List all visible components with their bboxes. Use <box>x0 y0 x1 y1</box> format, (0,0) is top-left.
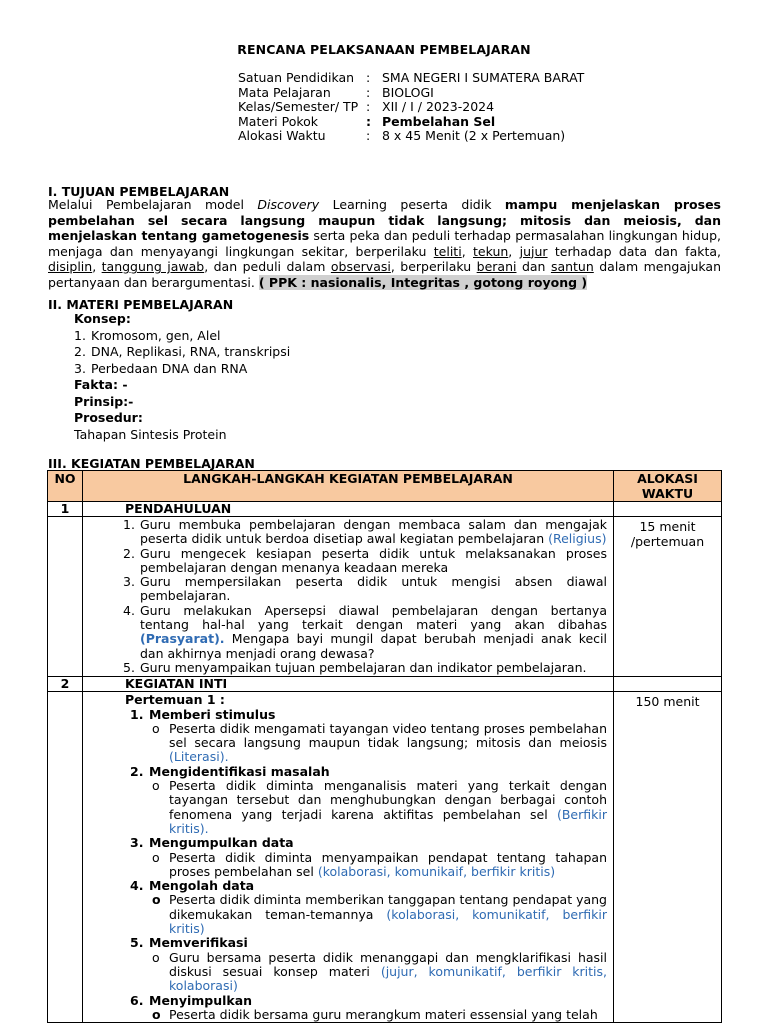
step-number: 6. <box>130 992 144 1008</box>
text-run: Guru bersama peserta didik menanggapi dan mengklarifikasi hasil diskusi sesuai konsep materi <box>169 949 607 979</box>
step-label: Mengolah data <box>149 878 255 894</box>
character-tag: (Prasyarat). <box>140 631 225 647</box>
list-text <box>169 893 607 936</box>
list-text <box>140 604 607 661</box>
identity-value: 8 x 45 Menit (2 x Pertemuan) <box>382 128 566 143</box>
list-number: 2. <box>74 344 86 359</box>
kegiatan-table <box>47 470 722 1023</box>
konsep-label: Konsep: <box>74 311 131 326</box>
list-text <box>169 779 607 836</box>
identity-row <box>238 86 618 101</box>
text-run: Discovery <box>257 197 320 212</box>
list-number: 1. <box>123 517 135 532</box>
text-run: Peserta didik diminta memberikan tanggapan tentang pendapat yang dikemukakan teman-temannya <box>169 892 607 922</box>
identity-table <box>238 71 618 144</box>
text-run: Mengapa bayi mungil dapat berubah menjadi anak kecil dan akhirnya menjadi orang dewasa? <box>140 631 607 661</box>
identity-colon: : <box>366 113 371 129</box>
character-tag: (jujur, komunikatif, berfikir kritis, kolaborasi) <box>169 963 608 994</box>
list-number: 2. <box>123 545 135 561</box>
step-label: Memverifikasi <box>149 935 248 951</box>
list-text: Kromosom, gen, Alel <box>91 327 221 343</box>
character-tag: (kolaborasi, komunikatif, berfikir kritis) <box>169 906 607 937</box>
list-item <box>125 722 607 765</box>
inti-steps <box>83 692 614 1023</box>
list-text: Peserta didik bersama guru merangkum materi essensial yang telah <box>169 1006 598 1022</box>
text-run: Peserta didik diminta menganalisis materi yang terkait dengan tayangan tersebut dan menghubungkan dengan berbagai contoh fenomena yang terjadi karena aktifitas pembelahan sel <box>169 778 607 822</box>
step-number: 5. <box>130 935 144 951</box>
text-run: santun <box>550 259 594 275</box>
character-tag: (Religius) <box>548 531 607 547</box>
header-no: NO <box>48 471 83 502</box>
list-item <box>123 547 607 576</box>
pendahuluan-time: 15 menit /pertemuan <box>614 517 722 677</box>
identity-label: Satuan Pendidikan <box>238 70 355 85</box>
identity-value: SMA NEGERI I SUMATERA BARAT <box>382 70 585 85</box>
text-run: , <box>92 259 102 275</box>
identity-row <box>238 129 618 144</box>
text-run: Peserta didik diminta menyampaikan pendapat tentang tahapan proses pembelahan sel <box>169 849 607 879</box>
text-run: , <box>508 243 520 259</box>
header-steps: LANGKAH-LANGKAH KEGIATAN PEMBELAJARAN <box>83 471 614 502</box>
list-item <box>125 1008 607 1022</box>
list-item <box>125 893 607 936</box>
text-run: Melalui Pembelajaran model <box>48 197 258 212</box>
identity-colon: : <box>366 99 371 114</box>
identity-row <box>238 100 618 115</box>
meeting-label: Pertemuan 1 : <box>125 692 225 708</box>
prosedur-label: Prosedur: <box>74 410 143 425</box>
step-number: 2. <box>130 763 144 779</box>
row-number-empty <box>48 692 83 1023</box>
text-run: mampu menjelaskan proses pembelahan sel secara langsung maupun tidak langsung; mitosis dan meiosis, dan menjelaskan tentang gametogenesis <box>48 197 721 244</box>
character-tag: (Literasi). <box>169 749 229 765</box>
list-item <box>125 779 607 836</box>
list-number: 3. <box>74 360 86 376</box>
document-title: RENCANA PELAKSANAAN PEMBELAJARAN <box>237 42 531 57</box>
section-heading-materi: II. MATERI PEMBELAJARAN <box>48 297 234 312</box>
identity-colon: : <box>366 128 371 143</box>
row-number-empty <box>48 517 83 677</box>
text-run: Learning peserta didik <box>319 197 505 212</box>
row-number: 1 <box>48 502 83 517</box>
bullet: o <box>152 720 160 736</box>
text-run: jujur <box>519 243 548 259</box>
list-item <box>123 575 607 604</box>
identity-value: Pembelahan Sel <box>382 113 496 129</box>
text-run: dan <box>516 259 551 275</box>
identity-value: XII / I / 2023-2024 <box>382 99 495 114</box>
step-title <box>125 994 607 1008</box>
text-run: tekun <box>473 243 509 259</box>
list-number: 5. <box>123 659 135 675</box>
materi-block <box>74 311 674 443</box>
row-number: 2 <box>48 677 83 692</box>
list-text: Guru mengecek kesiapan peserta didik untuk melaksanakan proses pembelajaran dengan menanya keadaan mereka <box>140 545 607 575</box>
identity-value: BIOLOGI <box>382 84 434 100</box>
step-label: Mengumpulkan data <box>149 835 294 851</box>
step-label: Menyimpulkan <box>149 992 253 1008</box>
step-title <box>125 936 607 950</box>
bullet: o <box>152 849 160 865</box>
bullet: o <box>152 1006 161 1022</box>
list-item <box>74 328 674 345</box>
table-row <box>48 677 722 692</box>
header-time: ALOKASI WAKTU <box>614 471 722 502</box>
list-item <box>123 604 607 661</box>
step-label: Mengidentifikasi masalah <box>149 763 330 779</box>
step-label: Memberi stimulus <box>149 706 276 722</box>
fakta-label: Fakta: - <box>74 377 128 392</box>
list-item <box>74 361 674 378</box>
identity-label: Alokasi Waktu <box>238 128 326 143</box>
list-item <box>74 344 674 361</box>
list-text: Guru mempersilakan peserta didik untuk mengisi absen diawal pembelajaran. <box>140 574 607 604</box>
identity-row <box>238 71 618 86</box>
bullet: o <box>152 949 160 965</box>
list-text <box>169 722 607 765</box>
text-run: teliti <box>433 243 462 259</box>
table-header-row <box>48 471 722 502</box>
ppk-highlight: ( PPK : nasionalis, Integritas , gotong royong ) <box>258 274 588 290</box>
text-run: Peserta didik mengamati tayangan video tentang proses pembelahan sel secara langsung maupun tidak langsung; mitosis dan meiosis <box>169 720 607 751</box>
identity-colon: : <box>366 84 371 100</box>
step-title <box>125 879 607 893</box>
row-title: PENDAHULUAN <box>83 502 614 517</box>
step-number: 1. <box>130 706 144 722</box>
list-number: 4. <box>123 602 135 618</box>
table-row <box>48 692 722 1023</box>
list-item <box>125 951 607 994</box>
list-number: 1. <box>74 327 86 343</box>
step-number: 4. <box>130 878 144 894</box>
text-run: , berperilaku <box>390 259 477 275</box>
text-run: observasi <box>330 259 391 275</box>
identity-row <box>238 115 618 130</box>
bullet: o <box>152 892 161 908</box>
row-title: KEGIATAN INTI <box>83 677 614 692</box>
table-row <box>48 502 722 517</box>
identity-colon: : <box>366 70 371 85</box>
list-text: Guru menyampaikan tujuan pembelajaran dan indikator pembelajaran. <box>140 659 587 675</box>
character-tag: (kolaborasi, komunikaif, berfikir kritis) <box>317 863 556 879</box>
section-heading-tujuan: I. TUJUAN PEMBELAJARAN <box>48 184 230 199</box>
step-title <box>125 836 607 850</box>
list-text: DNA, Replikasi, RNA, transkripsi <box>91 344 291 359</box>
row-time-empty <box>614 502 722 517</box>
prosedur-text: Tahapan Sintesis Protein <box>74 426 227 442</box>
prinsip-label: Prinsip:- <box>74 393 134 409</box>
character-tag: (Berfikir kritis). <box>169 806 607 836</box>
pendahuluan-steps <box>83 517 614 677</box>
text-run: berani <box>476 259 517 275</box>
list-number: 3. <box>123 574 135 590</box>
step-title <box>125 708 607 722</box>
identity-label: Materi Pokok <box>238 113 319 129</box>
list-item <box>123 518 607 547</box>
text-run: tanggung jawab <box>101 259 205 275</box>
table-row <box>48 517 722 677</box>
row-time-empty <box>614 677 722 692</box>
list-item <box>123 661 607 675</box>
bullet: o <box>152 778 160 794</box>
list-text: Perbedaan DNA dan RNA <box>91 360 248 376</box>
list-text <box>169 951 607 994</box>
list-item <box>125 851 607 880</box>
identity-label: Mata Pelajaran <box>238 84 331 100</box>
tujuan-paragraph <box>48 197 721 291</box>
list-text <box>169 851 607 880</box>
list-text <box>140 518 607 547</box>
text-run: , <box>461 243 473 259</box>
section-heading-kegiatan: III. KEGIATAN PEMBELAJARAN <box>48 456 255 471</box>
text-run: disiplin <box>48 259 93 275</box>
text-run: , dan peduli dalam <box>204 259 331 275</box>
text-run: Guru membuka pembelajaran dengan membaca salam dan mengajak peserta didik untuk berdoa disetiap awal kegiatan pembelajaran <box>140 517 607 547</box>
text-run: Guru melakukan Apersepsi diawal pembelajaran dengan bertanya tentang hal-hal yang terkait dengan materi yang akan dibahas <box>140 602 607 633</box>
step-number: 3. <box>130 835 144 851</box>
konsep-list <box>74 328 674 378</box>
text-run: terhadap data dan fakta, <box>547 243 721 259</box>
text-run: dalam mengajukan pertanyaan dan berargumentasi. <box>48 259 721 290</box>
step-title <box>125 765 607 779</box>
identity-label: Kelas/Semester/ TP <box>238 99 359 114</box>
inti-time: 150 menit <box>614 692 722 1023</box>
text-run: serta peka dan peduli terhadap permasalahan lingkungan hidup, menjaga dan menyayangi lingkungan sekitar, berperilaku <box>48 228 721 259</box>
